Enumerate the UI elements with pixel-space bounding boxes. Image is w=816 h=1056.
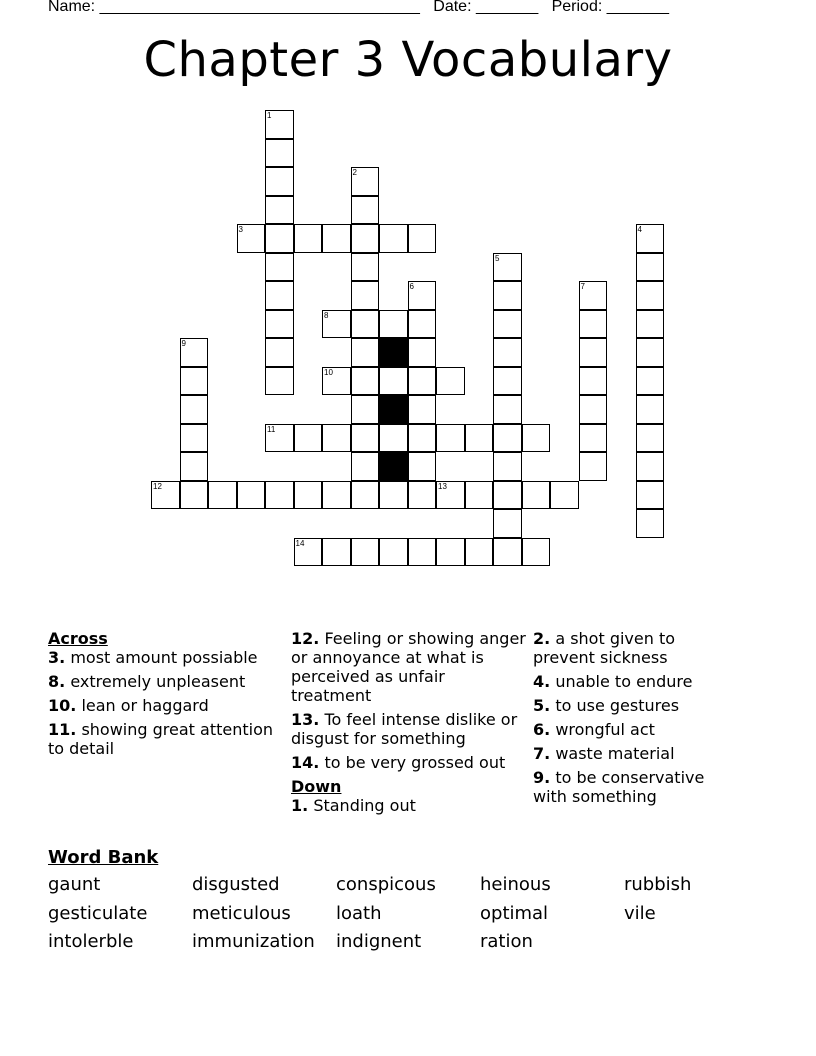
word-bank-word: gaunt: [48, 874, 101, 895]
word-bank-word: indignent: [336, 931, 422, 952]
crossword-cell[interactable]: [579, 367, 608, 396]
name-field[interactable]: Name: ____________________________________: [48, 0, 420, 15]
crossword-cell[interactable]: [465, 538, 494, 567]
crossword-cell[interactable]: [180, 452, 209, 481]
crossword-cell[interactable]: [408, 281, 437, 310]
crossword-cell[interactable]: [636, 338, 665, 367]
clue-across-13: 13. To feel intense dislike or disgust for something: [291, 710, 518, 748]
crossword-cell[interactable]: [265, 110, 294, 139]
crossword-cell[interactable]: [322, 310, 351, 339]
crossword-cell[interactable]: [579, 310, 608, 339]
clue-across-8: 8. extremely unpleasent: [48, 672, 246, 691]
crossword-cell[interactable]: [436, 424, 465, 453]
crossword-cell[interactable]: [322, 424, 351, 453]
word-bank-word: ration: [480, 931, 533, 952]
crossword-cell[interactable]: [351, 338, 380, 367]
crossword-cell[interactable]: [379, 224, 408, 253]
crossword-cell[interactable]: [237, 224, 266, 253]
clue-number: 5: [495, 253, 500, 263]
crossword-cell[interactable]: [265, 338, 294, 367]
crossword-cell[interactable]: [208, 481, 237, 510]
crossword-cell[interactable]: [493, 367, 522, 396]
clues-column-2: [291, 629, 527, 820]
crossword-cell[interactable]: [151, 481, 180, 510]
crossword-cell[interactable]: [351, 452, 380, 481]
word-bank-word: optimal: [480, 903, 549, 924]
clue-number: 12: [153, 481, 162, 491]
crossword-cell[interactable]: [408, 481, 437, 510]
crossword-cell[interactable]: [493, 338, 522, 367]
crossword-cell[interactable]: [493, 509, 522, 538]
crossword-cell[interactable]: [265, 139, 294, 168]
crossword-cell[interactable]: [408, 310, 437, 339]
crossword-cell[interactable]: [237, 481, 266, 510]
crossword-cell[interactable]: [408, 395, 437, 424]
crossword-cell[interactable]: [408, 452, 437, 481]
crossword-cell[interactable]: [493, 452, 522, 481]
crossword-cell[interactable]: [408, 338, 437, 367]
clue-number: 4: [637, 225, 642, 234]
crossword-cell[interactable]: [294, 424, 323, 453]
black-cell: [379, 452, 408, 481]
crossword-cell[interactable]: [408, 538, 437, 567]
clue-across-11: 11. showing great attention to detail: [48, 720, 273, 758]
clue-number: 9: [181, 339, 186, 348]
clue-across-12: 12. Feeling or showing anger or annoyance at what is perceived as unfair treatment: [291, 629, 526, 705]
crossword-cell[interactable]: [351, 481, 380, 510]
crossword-cell[interactable]: [579, 281, 608, 310]
crossword-cell[interactable]: [351, 395, 380, 424]
crossword-cell[interactable]: [636, 224, 665, 253]
across-heading: Across: [48, 629, 108, 648]
clue-across-14: 14. to be very grossed out: [291, 753, 506, 772]
crossword-cell[interactable]: [180, 367, 209, 396]
word-bank-word: intolerble: [48, 931, 134, 952]
crossword-cell[interactable]: [322, 224, 351, 253]
crossword-cell[interactable]: [265, 424, 294, 453]
crossword-cell[interactable]: [294, 224, 323, 253]
clue-number: 11: [267, 424, 276, 434]
crossword-cell[interactable]: [579, 424, 608, 453]
crossword-cell[interactable]: [636, 424, 665, 453]
crossword-cell[interactable]: [636, 509, 665, 538]
crossword-cell[interactable]: [636, 253, 665, 282]
crossword-cell[interactable]: [265, 196, 294, 225]
word-bank-word: disgusted: [192, 874, 280, 895]
crossword-cell[interactable]: [522, 538, 551, 567]
crossword-cell[interactable]: [493, 395, 522, 424]
clue-number: 10: [324, 367, 333, 377]
crossword-cell[interactable]: [436, 538, 465, 567]
crossword-cell[interactable]: [351, 424, 380, 453]
clue-number: 2: [352, 168, 357, 177]
crossword-cell[interactable]: [180, 424, 209, 453]
crossword-cell[interactable]: [351, 224, 380, 253]
clue-number: 6: [409, 282, 414, 291]
crossword-cell[interactable]: [294, 481, 323, 510]
down-heading: Down: [291, 777, 342, 796]
crossword-cell[interactable]: [265, 281, 294, 310]
crossword-cell[interactable]: [265, 224, 294, 253]
crossword-cell[interactable]: [351, 281, 380, 310]
crossword-cell[interactable]: [493, 481, 522, 510]
clue-down-4: 4. unable to endure: [533, 672, 693, 691]
crossword-cell[interactable]: [322, 367, 351, 396]
crossword-cell[interactable]: [493, 310, 522, 339]
crossword-cell[interactable]: [180, 481, 209, 510]
crossword-cell[interactable]: [636, 310, 665, 339]
crossword-cell[interactable]: [636, 395, 665, 424]
clue-number: 1: [267, 111, 272, 120]
crossword-cell[interactable]: [465, 481, 494, 510]
crossword-cell[interactable]: [522, 424, 551, 453]
word-bank-word: gesticulate: [48, 903, 148, 924]
word-bank-word: meticulous: [192, 903, 291, 924]
crossword-cell[interactable]: [436, 481, 465, 510]
word-bank-word: heinous: [480, 874, 551, 895]
clue-down-5: 5. to use gestures: [533, 696, 680, 715]
clue-across-10: 10. lean or haggard: [48, 696, 209, 715]
crossword-cell[interactable]: [322, 481, 351, 510]
crossword-cell[interactable]: [579, 338, 608, 367]
clue-across-3: 3. most amount possiable: [48, 648, 258, 667]
crossword-cell[interactable]: [265, 367, 294, 396]
clue-number: 13: [438, 481, 447, 491]
crossword-cell[interactable]: [493, 424, 522, 453]
crossword-cell[interactable]: [636, 452, 665, 481]
crossword-cell[interactable]: [180, 338, 209, 367]
crossword-cell[interactable]: [265, 253, 294, 282]
crossword-cell[interactable]: [351, 253, 380, 282]
crossword-cell[interactable]: [408, 424, 437, 453]
crossword-cell[interactable]: [493, 253, 522, 282]
crossword-cell[interactable]: [351, 196, 380, 225]
crossword-cell[interactable]: [379, 367, 408, 396]
crossword-cell[interactable]: [379, 538, 408, 567]
crossword-cell[interactable]: [351, 167, 380, 196]
crossword-cell[interactable]: [550, 481, 579, 510]
word-bank-word: rubbish: [624, 874, 692, 895]
crossword-cell[interactable]: [636, 367, 665, 396]
clue-down-7: 7. waste material: [533, 744, 675, 763]
crossword-cell[interactable]: [379, 310, 408, 339]
clue-number: 3: [238, 225, 243, 234]
word-bank-word: immunization: [192, 931, 315, 952]
crossword-cell[interactable]: [636, 481, 665, 510]
date-field[interactable]: Date: _______: [433, 0, 539, 15]
period-field[interactable]: Period: _______: [551, 0, 670, 15]
clue-down-9: 9. to be conservative with something: [533, 768, 705, 806]
crossword-cell[interactable]: [265, 481, 294, 510]
crossword-cell[interactable]: [408, 367, 437, 396]
crossword-cell[interactable]: [493, 538, 522, 567]
crossword-cell[interactable]: [493, 281, 522, 310]
word-bank-word: vile: [624, 903, 656, 924]
crossword-cell[interactable]: [180, 395, 209, 424]
crossword-cell[interactable]: [636, 281, 665, 310]
crossword-cell[interactable]: [379, 481, 408, 510]
crossword-cell[interactable]: [322, 538, 351, 567]
clue-number: 14: [295, 538, 305, 548]
crossword-cell[interactable]: [351, 310, 380, 339]
clue-down-6: 6. wrongful act: [533, 720, 655, 739]
crossword-cell[interactable]: [579, 395, 608, 424]
crossword-cell[interactable]: [379, 424, 408, 453]
crossword-cell[interactable]: [351, 538, 380, 567]
clue-number: 8: [324, 310, 329, 320]
crossword-cell[interactable]: [408, 224, 437, 253]
crossword-cell[interactable]: [522, 481, 551, 510]
crossword-cell[interactable]: [465, 424, 494, 453]
clue-down-2: 2. a shot given to prevent sickness: [533, 629, 676, 667]
crossword-cell[interactable]: [265, 167, 294, 196]
black-cell: [379, 395, 408, 424]
clues-column-3: [533, 629, 733, 811]
clues-column-1: [48, 629, 288, 763]
page-title: Chapter 3 Vocabulary: [143, 32, 673, 88]
crossword-cell[interactable]: [265, 310, 294, 339]
crossword-cell[interactable]: [579, 452, 608, 481]
word-bank-word: loath: [336, 903, 382, 924]
crossword-cell[interactable]: [351, 367, 380, 396]
crossword-cell[interactable]: [294, 538, 323, 567]
word-bank-title: Word Bank: [48, 847, 159, 868]
black-cell: [379, 338, 408, 367]
word-bank-word: conspicous: [336, 874, 436, 895]
crossword-cell[interactable]: [436, 367, 465, 396]
clue-number: 7: [580, 282, 585, 291]
clue-down-1: 1. Standing out: [291, 796, 416, 815]
